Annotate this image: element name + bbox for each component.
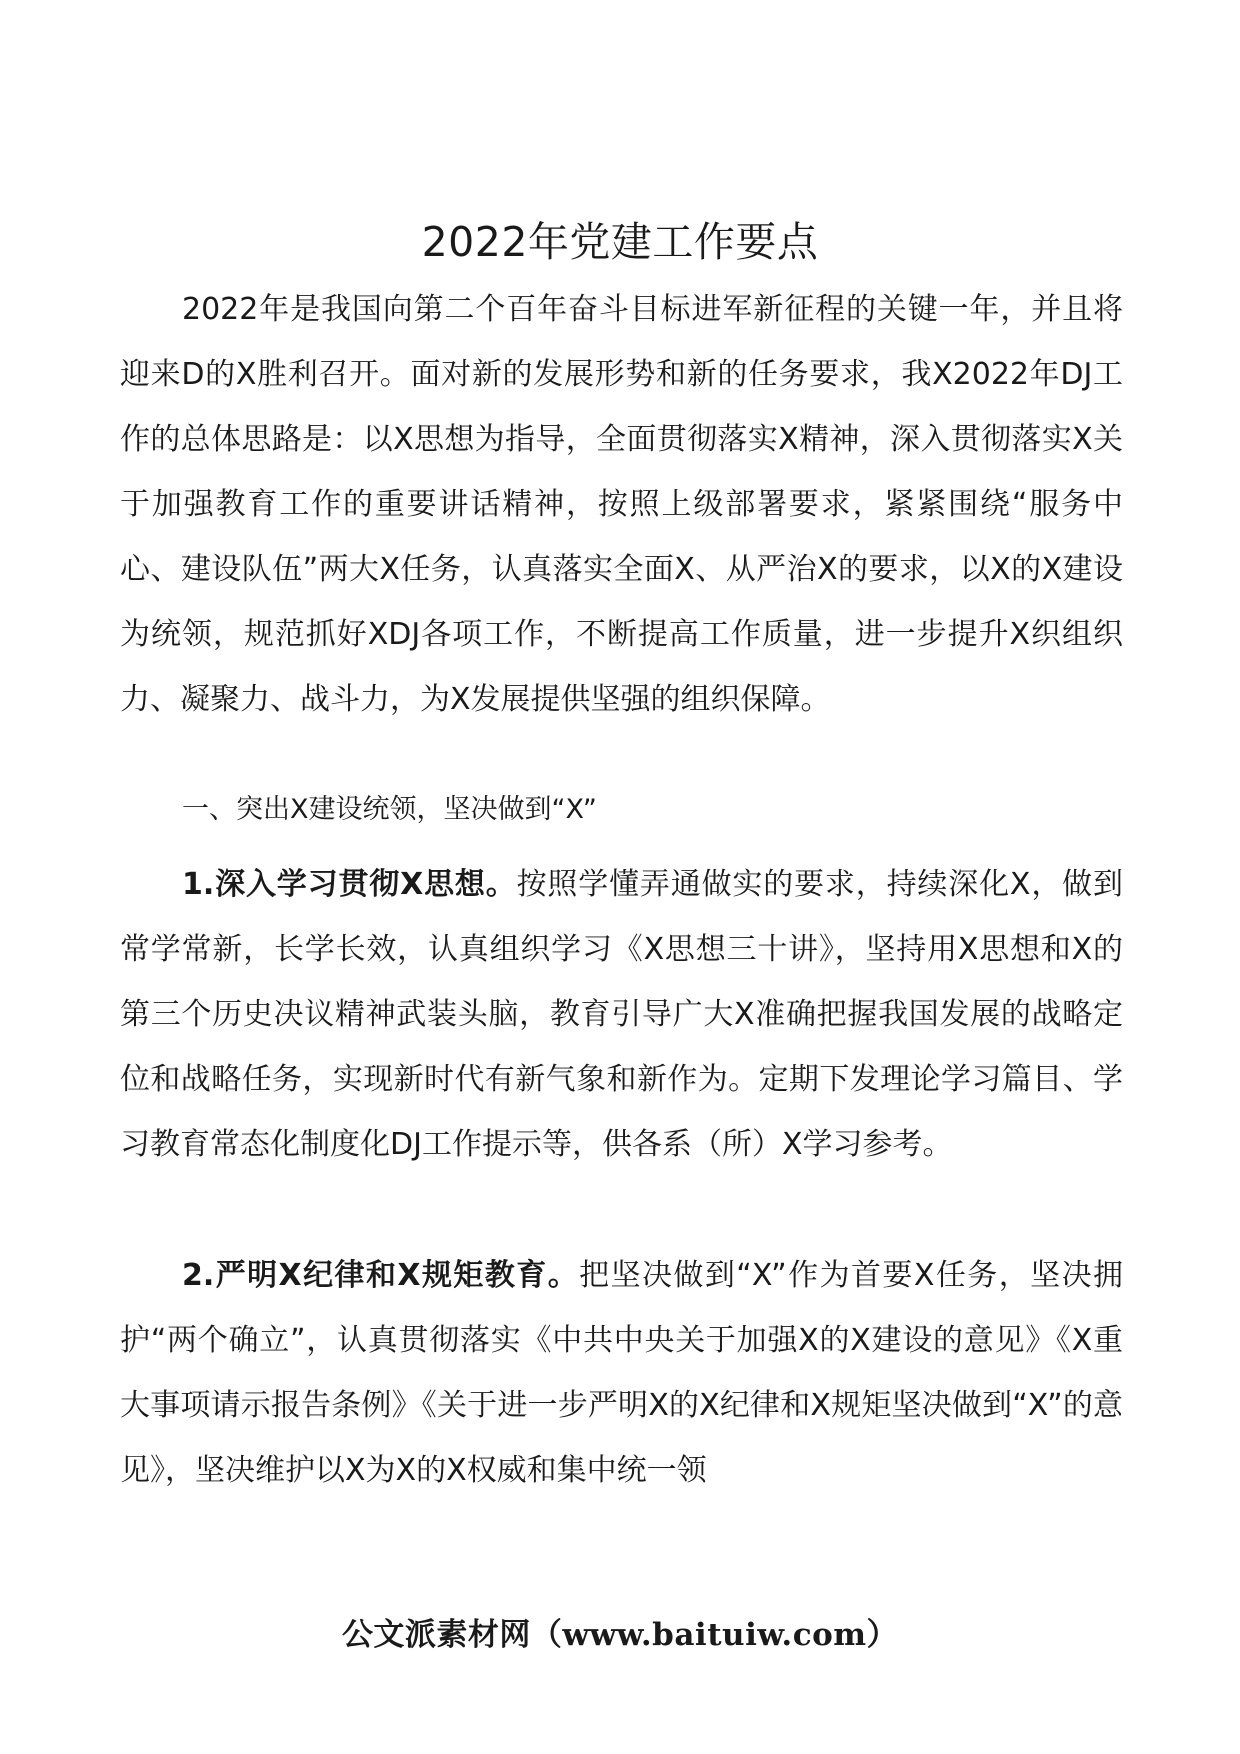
document-title: 2022年党建工作要点 (421, 218, 819, 266)
item-1-text: 按照学懂弄通做实的要求，持续深化X，做到常学常新，长学长效，认真组织学习《X思想三十讲》，坚持用X思想和X的第三个历史决议精神武装头脑，教育引导广大X准确把握我国发展的战略定位和战略任务，实现新时代有新气象和新作为。定期下发理论学习篇目、学习教育常态化制度化DJ工作提示等，供各系（所）X学习参考。 (120, 867, 1123, 1162)
item-2-lead: 2.严明X纪律和X规矩教育。 (182, 1258, 580, 1293)
intro-paragraph: 2022年是我国向第二个百年奋斗目标进军新征程的关键一年，并且将迎来D的X胜利召开。面对新的发展形势和新的任务要求，我X2022年DJ工作的总体思路是：以X思想为指导，全面贯彻落实X精神，深入贯彻落实X关于加强教育工作的重要讲话精神，按照上级部署要求，紧紧围绕“服务中心、建设队伍”两大X任务，认真落实全面X、从严治X的要求，以X的X建设为统领，规范抓好XDJ各项工作，不断提高工作质量，进一步提升X织组织力、凝聚力、战斗力，为X发展提供坚强的组织保障。 (120, 292, 1123, 717)
item-paragraph-2 (120, 1243, 1123, 1503)
item-1-lead: 1.深入学习贯彻X思想。 (182, 867, 517, 902)
item-paragraph-1 (120, 852, 1123, 1177)
item-2-text: 把坚决做到“X”作为首要X任务，坚决拥护“两个确立”，认真贯彻落实《中共中央关于加强X的X建设的意见》《X重大事项请示报告条例》《关于进一步严明X的X纪律和X规矩坚决做到“X”的意见》，坚决维护以X为X的X权威和集中统一领 (120, 1258, 1123, 1488)
section-heading: 一、突出X建设统领，坚决做到“X” (182, 794, 597, 825)
footer-watermark: 公文派素材网（www.baituiw.com） (341, 1617, 899, 1653)
